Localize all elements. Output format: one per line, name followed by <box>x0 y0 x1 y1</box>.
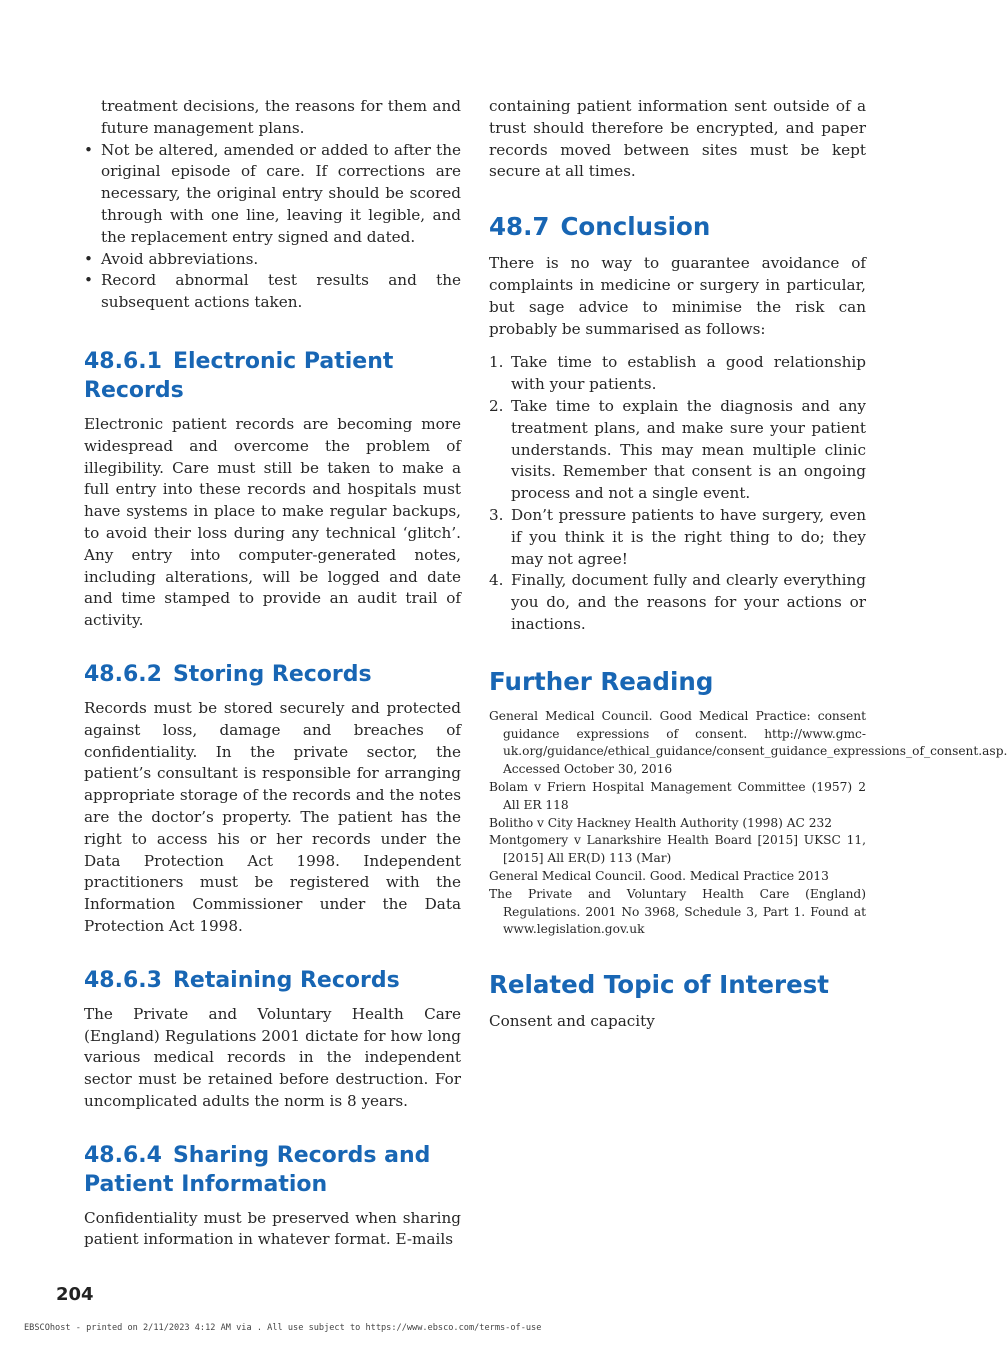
intro-continuation: treatment decisions, the reasons for them and future management plans. <box>101 97 461 137</box>
right-column <box>489 96 1007 1033</box>
reference-item: General Medical Council. Good Medical Practice: consent guidance expressions of consent. http://www.gmc-uk.org/guidance/ethical_guidance/consent_guidance_expressions_of_consent.asp. Accessed October 30, 2016 <box>489 708 1007 777</box>
section-body-sharing-records: Confidentiality must be preserved when sharing patient information in whatever format. E-mails <box>84 1208 461 1249</box>
section-heading-retaining-records: 48.6.3 Retaining Records <box>84 967 400 993</box>
bullet-icon: • <box>84 249 93 268</box>
bullet-item: • Avoid abbreviations. <box>84 249 461 271</box>
section-body-retaining-records: The Private and Voluntary Health Care (England) Regulations 2001 dictate for how long various medical records in the independent sector must be retained before destruction. For uncomplicated adults the norm is 8 years. <box>84 1004 461 1110</box>
bullet-icon: • <box>84 140 93 159</box>
bullet-item: • Not be altered, amended or added to after the original episode of care. If corrections are necessary, the original entry should be scored through with one line, leaving it legible, and the replacement entry signed and dated. <box>84 140 461 246</box>
reference-item: The Private and Voluntary Health Care (England) Regulations. 2001 No 3968, Schedule 3, Part 1. Found at www.legislation.gov.uk <box>489 886 866 937</box>
bullet-item: • Record abnormal test results and the subsequent actions taken. <box>84 271 461 312</box>
list-item: 3. Don’t pressure patients to have surgery, even if you think it is the right thing to do; they may not agree! <box>489 505 866 568</box>
reference-list <box>489 708 1007 939</box>
section-heading-conclusion: 48.7 Conclusion <box>489 212 711 242</box>
related-topic-body: Consent and capacity <box>489 1012 655 1031</box>
left-column <box>84 96 461 1251</box>
reference-item: General Medical Council. Good. Medical Practice 2013 <box>489 868 829 883</box>
page-number: 204 <box>56 1284 94 1305</box>
reference-item: Bolitho v City Hackney Health Authority (1998) AC 232 <box>489 815 833 830</box>
section-heading-further-reading: Further Reading <box>489 666 714 696</box>
advice-list <box>489 352 866 635</box>
reference-item: Montgomery v Lanarkshire Health Board [2015] UKSC 11, [2015] All ER(D) 113 (Mar) <box>489 833 866 866</box>
section-body-storing-records: Records must be stored securely and protected against loss, damage and breaches of confidentiality. In the private sector, the patient’s consultant is responsible for arranging appropriate storage of the records and the notes are the doctor’s property. The patient has the right to access his or her records under the Data Protection Act 1998. Independent practitioners must be registered with the Information Commissioner under the Data Protection Act 1998. <box>84 698 461 935</box>
list-item: 4. Finally, document fully and clearly everything you do, and the reasons for your actions or inactions. <box>489 571 866 633</box>
bullet-list <box>84 140 461 314</box>
list-item: 1. Take time to establish a good relationship with your patients. <box>489 353 866 394</box>
list-item: 2. Take time to explain the diagnosis and any treatment plans, and make sure your patient understands. This may mean multiple clinic visits. Remember that consent is an ongoing process and not a single event. <box>489 396 866 503</box>
section-heading-electronic-records: 48.6.1 Electronic Patient Records <box>84 348 394 403</box>
reference-item: Bolam v Friern Hospital Management Committee (1957) 2 All ER 118 <box>489 779 866 812</box>
section-heading-related-topic: Related Topic of Interest <box>489 970 829 1000</box>
section-heading-sharing-records: 48.6.4 Sharing Records and Patient Information <box>84 1142 431 1197</box>
bullet-icon: • <box>84 271 93 290</box>
section-body-electronic-records: Electronic patient records are becoming more widespread and overcome the problem of illegibility. Care must still be taken to make a full entry into these records and hospitals must have systems in place to make regular backups, to avoid their loss during any technical ‘glitch’. Any entry into computer-generated notes, including alterations, will be logged and date and time stamped to provide an audit trail of activity. <box>84 414 461 630</box>
print-footer: EBSCOhost - printed on 2/11/2023 4:12 AM via . All use subject to https://www.ebsco.com/terms-of-use <box>24 1323 542 1333</box>
conclusion-body: There is no way to guarantee avoidance of complaints in medicine or surgery in particular, but sage advice to minimise the risk can probably be summarised as follows: <box>489 254 866 338</box>
continuation-paragraph: containing patient information sent outside of a trust should therefore be encrypted, and paper records moved between sites must be kept secure at all times. <box>489 97 866 181</box>
section-heading-storing-records: 48.6.2 Storing Records <box>84 661 372 687</box>
